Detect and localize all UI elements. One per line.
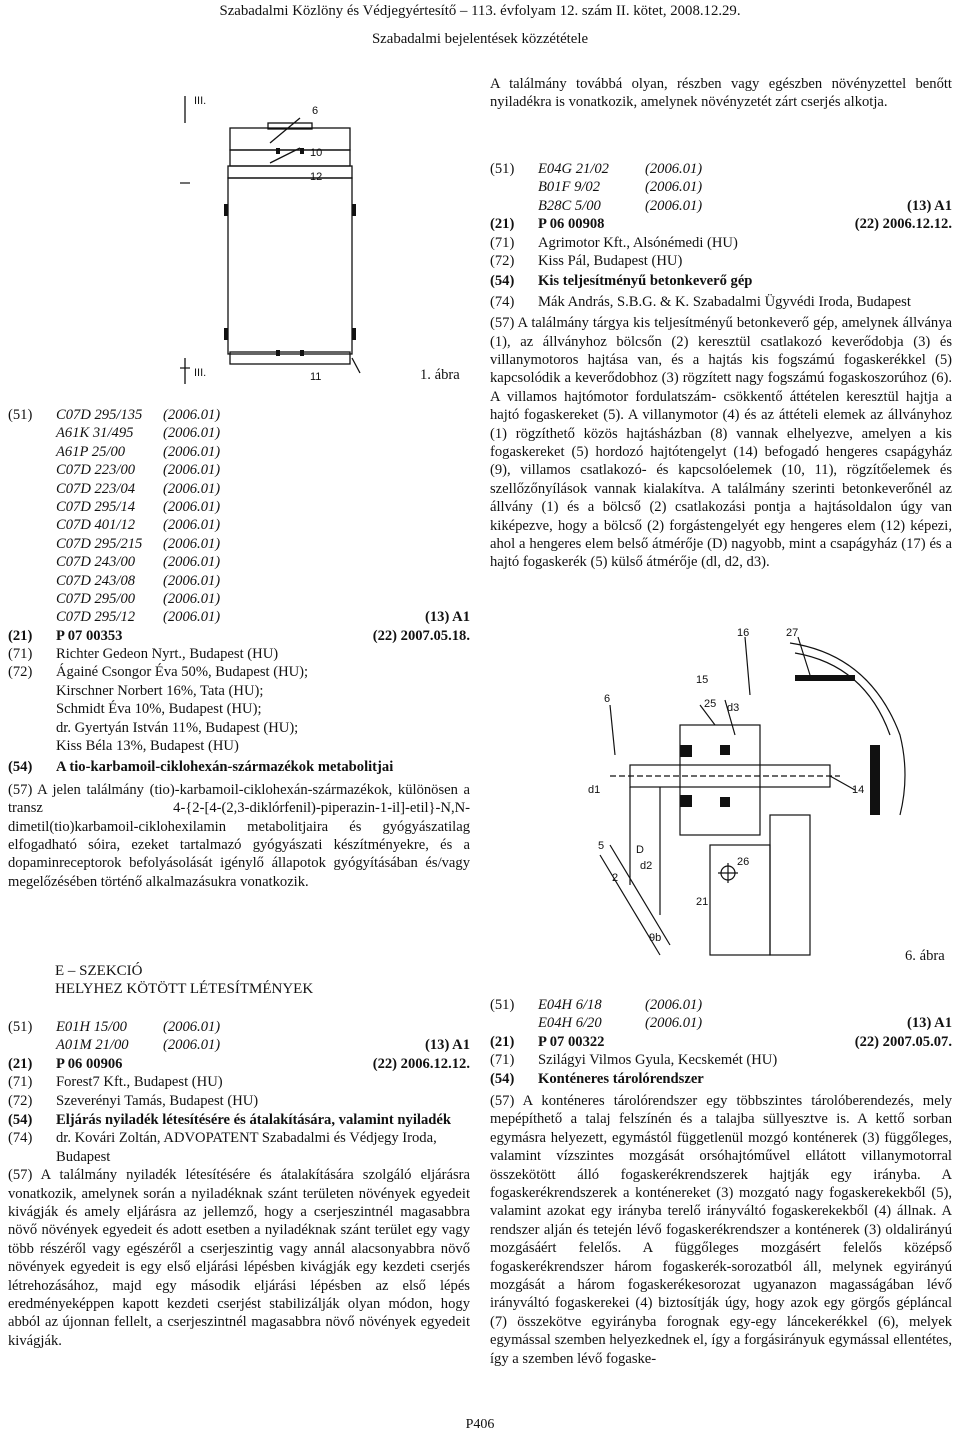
fig6-label: D <box>636 844 644 856</box>
fig6-label: 25 <box>704 698 717 710</box>
kind-code: (13) A1 <box>425 609 470 626</box>
ipc-class: C07D 295/00 <box>56 590 136 607</box>
ipc-class: E04H 6/20 <box>538 1015 602 1032</box>
field-code: (72) <box>8 664 33 681</box>
ipc-class: A61K 31/495 <box>56 425 134 442</box>
field-code: (51) <box>490 997 515 1013</box>
fig1-label: 12 <box>310 171 323 183</box>
field-code: (71) <box>8 646 33 663</box>
journal-header: Szabadalmi Közlöny és Védjegyértesítő – 113. évfolyam 12. szám II. kötet, 2008.12.29. <box>219 3 741 19</box>
field-code: (71) <box>490 234 515 251</box>
fig6-label: 14 <box>852 784 865 796</box>
ipc-class: C07D 243/00 <box>56 554 136 571</box>
fig6-label: 6 <box>604 693 611 705</box>
applicant: Richter Gedeon Nyrt., Budapest (HU) <box>56 646 279 663</box>
ipc-class: C07D 295/14 <box>56 498 136 515</box>
field-code: (54) <box>490 1070 515 1087</box>
fig1-label: 6 <box>312 105 319 117</box>
ipc-version: (2006.01) <box>163 572 221 589</box>
ipc-class: C07D 243/08 <box>56 572 136 589</box>
ipc-class: C07D 401/12 <box>56 517 136 534</box>
fig6-label: 27 <box>786 627 799 639</box>
application-number: P 06 00906 <box>56 1055 123 1072</box>
agent: dr. Kovári Zoltán, ADVOPATENT Szabadalmi és Védjegy Iroda, Budapest <box>56 1130 437 1165</box>
filing-date: (22) 2007.05.18. <box>372 627 470 644</box>
fig1-label: III. <box>194 95 207 107</box>
filing-date: (22) 2006.12.12. <box>372 1055 470 1072</box>
filing-date: (22) 2007.05.07. <box>854 1033 952 1050</box>
field-code: (54) <box>8 759 33 776</box>
inventor: Schmidt Éva 10%, Budapest (HU); <box>56 701 262 718</box>
section-header: Szabadalmi bejelentések közzététele <box>371 31 589 47</box>
abstract: (57) A jelen találmány (tio)-karbamoil-ciklohexán-származékok, különösen a transz 4-{2-[4-(2,3-diklórfenil)-piperazin-1-il]-etil}-N,N-dimetil(tio)karbamoil-ciklohexilamin metabolitjaira és gyógyászatilag elfogadható sóira, ezeket tartalmazó gyógyászati készítményekre, és a dopaminreceptorok befolyásolását igénylő állapotok gyógyításában és/vagy megelőzésében történő alkalmazásukra vonatkozik. <box>8 781 470 890</box>
field-code: (21) <box>490 1033 515 1050</box>
cylinder-drawing <box>120 88 480 388</box>
kind-code: (13) A1 <box>425 1037 470 1054</box>
fig6-label: 5 <box>598 840 605 852</box>
filing-date: (22) 2006.12.12. <box>854 216 952 233</box>
abstract: (57) A találmány nyiladék létesítésére és átalakítására szolgáló eljárásra vonatkozik, amelynek során a nyiladéknak szánt területen növények egyedeit kivágják és amely eljárásra az jellemző, hogy a cserjeszintnél magasabbra növő növények egyedeit és adott esetben a nyiladéknak szánt terület egy vagy több részéről vagy egészéről a cserjeszintig vagy annál alacsonyabbra növő növények egyedeit is egy első eljárási lépésben kivágják egy kezdeti cserjés létrehozásához, majd egy második eljárási lépésben az első lépés eredményeképpen kapott kezdeti cserjést stabilizálják olyan módon, hogy abból az újonnan fellelt, a cserjeszintnél magasabbra növő növények egyedeit kivágják. <box>8 1167 470 1349</box>
fig6-label: d1 <box>588 784 601 796</box>
ipc-class: B28C 5/00 <box>538 197 601 214</box>
application-number: P 06 00908 <box>538 216 605 233</box>
ipc-class: C07D 295/135 <box>56 407 143 423</box>
fig6-label: 2 <box>612 872 619 884</box>
fig6-label: 16 <box>737 627 750 639</box>
fig6-label: d3 <box>727 702 740 714</box>
field-code: (71) <box>8 1074 33 1091</box>
section-title: HELYHEZ KÖTÖTT LÉTESÍTMÉNYEK <box>55 981 314 997</box>
figure-6 <box>570 615 955 975</box>
abstract-continuation: A találmány továbbá olyan, részben vagy egészben növényzettel benőtt nyiladékra is vonatkozik, amelynek növényzetét zárt cserjés alkotja. <box>490 76 952 111</box>
ipc-class: E04G 21/02 <box>538 161 609 177</box>
application-number: P 07 00322 <box>538 1033 605 1050</box>
inventor: Szeverényi Tamás, Budapest (HU) <box>56 1092 259 1109</box>
ipc-version: (2006.01) <box>645 997 703 1013</box>
fig1-label: 11 <box>310 371 322 383</box>
inventor: dr. Gyertyán István 11%, Budapest (HU); <box>56 719 299 736</box>
fig1-caption: 1. ábra <box>420 367 460 383</box>
ipc-version: (2006.01) <box>163 590 221 607</box>
field-code: (21) <box>8 1055 33 1072</box>
abstract: (57) A találmány tárgya kis teljesítményű betonkeverő gép, amelynek állványa (1), az állványhoz bölcsőn (2) keresztül csatlakozó keverődobja (3) és villanymotoros hajtása van, és a hajtás kis fogszámú fogaskerékkel (5) kapcsolódik a keverődobhoz (3) rögzített nagy fogszámú fogaskoszorúhoz (6). A villamos hajtómotor fordulatszám- csökkentő áttételen keresztül hajtja a hajtó fogaskereket (5). A villanymotor (4) és az áttételi elemek az állványhoz (1) rögzíthető közös hajtásházban (8) vannak elhelyezve, amelyen a kis fogaskereket (5) hordozó hajtótengelyt (14) befogadó hengeres csapágyház (9), villamos csatlakozó- és kapcsolóelemek (10, 11), rögzítőelemek és szellőzőnyílások vannak kialakítva. A találmány szerinti betonkeverőnél az állvány (1) és a bölcső (2) csatlakozási pontja a hajtásoldalon úgy van kiképezve, hogy a bölcső (2) forgástengelyét egy hengeres elem (12) képezi, ahol a hengeres elem belső átmérője (D) nagyobb, mint a csapágyház (17) és a hajtó fogaskerék (5) külső átmérője (dl, d2, d3). <box>490 315 952 571</box>
field-code: (21) <box>8 627 33 644</box>
ipc-class: C07D 295/12 <box>56 609 136 626</box>
ipc-class: B01F 9/02 <box>538 179 601 196</box>
fig6-label: 21 <box>696 896 709 908</box>
kind-code: (13) A1 <box>907 197 952 214</box>
inventor: Kirschner Norbert 16%, Tata (HU); <box>56 682 264 699</box>
field-code: (54) <box>490 273 515 290</box>
applicant: Szilágyi Vilmos Gyula, Kecskemét (HU) <box>538 1052 778 1069</box>
ipc-version: (2006.01) <box>163 554 221 571</box>
ipc-version: (2006.01) <box>163 517 221 534</box>
ipc-version: (2006.01) <box>645 161 703 177</box>
ipc-class: E01H 15/00 <box>56 1019 127 1035</box>
page-number: P406 <box>465 1417 495 1432</box>
field-code: (72) <box>8 1092 33 1109</box>
ipc-version: (2006.01) <box>163 425 221 442</box>
inventor: Ágainé Csongor Éva 50%, Budapest (HU); <box>56 664 309 681</box>
ipc-version: (2006.01) <box>645 197 703 214</box>
ipc-version: (2006.01) <box>645 179 703 196</box>
patent-title: Kis teljesítményű betonkeverő gép <box>538 273 753 290</box>
field-code: (74) <box>8 1130 33 1147</box>
field-code: (51) <box>8 1019 33 1035</box>
ipc-class: C07D 223/00 <box>56 462 136 479</box>
entry-3 <box>490 160 952 572</box>
ipc-version: (2006.01) <box>163 1037 221 1054</box>
section-code: E – SZEKCIÓ <box>55 963 143 979</box>
fig6-label: 9b <box>649 932 662 944</box>
figure-1 <box>120 88 480 388</box>
fig6-label: 15 <box>696 674 709 686</box>
fig1-label: 10 <box>310 147 323 159</box>
ipc-version: (2006.01) <box>163 443 221 460</box>
ipc-version: (2006.01) <box>163 407 221 423</box>
inventor: Kiss Béla 13%, Budapest (HU) <box>56 738 239 755</box>
fig1-label: III. <box>194 367 207 379</box>
kind-code: (13) A1 <box>907 1015 952 1032</box>
applicant: Forest7 Kft., Budapest (HU) <box>56 1074 223 1091</box>
entry-2 <box>8 1018 470 1350</box>
field-code: (54) <box>8 1111 33 1128</box>
field-code: (21) <box>490 216 515 233</box>
field-code: (51) <box>8 407 33 423</box>
ipc-version: (2006.01) <box>163 609 221 626</box>
ipc-version: (2006.01) <box>645 1015 703 1032</box>
ipc-version: (2006.01) <box>163 480 221 497</box>
ipc-version: (2006.01) <box>163 462 221 479</box>
ipc-class: A01M 21/00 <box>56 1037 129 1054</box>
patent-title: Konténeres tárolórendszer <box>538 1070 704 1087</box>
ipc-version: (2006.01) <box>163 535 221 552</box>
applicant: Agrimotor Kft., Alsónémedi (HU) <box>538 234 738 251</box>
ipc-class: C07D 223/04 <box>56 480 136 497</box>
inventor: Kiss Pál, Budapest (HU) <box>538 252 683 269</box>
mixer-drive-drawing <box>570 615 955 975</box>
patent-title: Eljárás nyiladék létesítésére és átalakítására, valamint nyiladék <box>56 1111 451 1128</box>
fig6-label: d2 <box>640 860 653 872</box>
abstract: (57) A konténeres tárolórendszer egy többszintes tárolóberendezés, mely mepépíthető a talaj felszínén és a talajba süllyesztve is. A kettő sorban egymásra helyezett, egymástól függetlenül mozgó konténerek (3) függőleges, valamint vízszintes mozgását orsóhajtóművel ellátott villanymotorral összekötött álló fogaskerékrendszerek hajtják egy irányba. A fogaskerékrendszerek a konténereket (3) mozgató nagy fogaskerekekből (5), valamint azokat egy irányba terelő irányváltó fogaskerekekből (4) állnak. A rendszer alján és tetején lévő fogaskerékrendszer a konténerek (3) oldalirányú mozgásáért felelős. A függőleges mozgásért felelős középső fogaskerékrendszer három fogaskerék-sorozatból áll, melynek egyirányú mozgását a három fogaskerékesorozat ugyanazon magasságában lévő irányváltó fogaskerekei (4) biztosítják úgy, hogy azok egy görgős gépláncal (7) összekötve egyirányba forognak egy-egy láncekerékkel (6), melyek egymással szemben helyezkednek el, így a forgásirányuk egymással ellentétes, így a szemben lévő fogaske- <box>490 1092 952 1367</box>
field-code: (74) <box>490 293 515 310</box>
entry-4 <box>490 996 952 1368</box>
ipc-class: A61P 25/00 <box>56 443 126 460</box>
entry-1 <box>8 406 470 929</box>
patent-title: A tio-karbamoil-ciklohexán-származékok metabolitjai <box>56 759 394 776</box>
ipc-version: (2006.01) <box>163 1019 221 1035</box>
fig6-label: 26 <box>737 856 750 868</box>
field-code: (72) <box>490 252 515 269</box>
application-number: P 07 00353 <box>56 627 123 644</box>
ipc-class: E04H 6/18 <box>538 997 602 1013</box>
field-code: (51) <box>490 161 515 177</box>
agent: Mák András, S.B.G. & K. Szabadalmi Ügyvédi Iroda, Budapest <box>538 293 911 310</box>
field-code: (71) <box>490 1052 515 1069</box>
ipc-class: C07D 295/215 <box>56 535 143 552</box>
ipc-version: (2006.01) <box>163 498 221 515</box>
fig6-caption: 6. ábra <box>905 948 945 964</box>
